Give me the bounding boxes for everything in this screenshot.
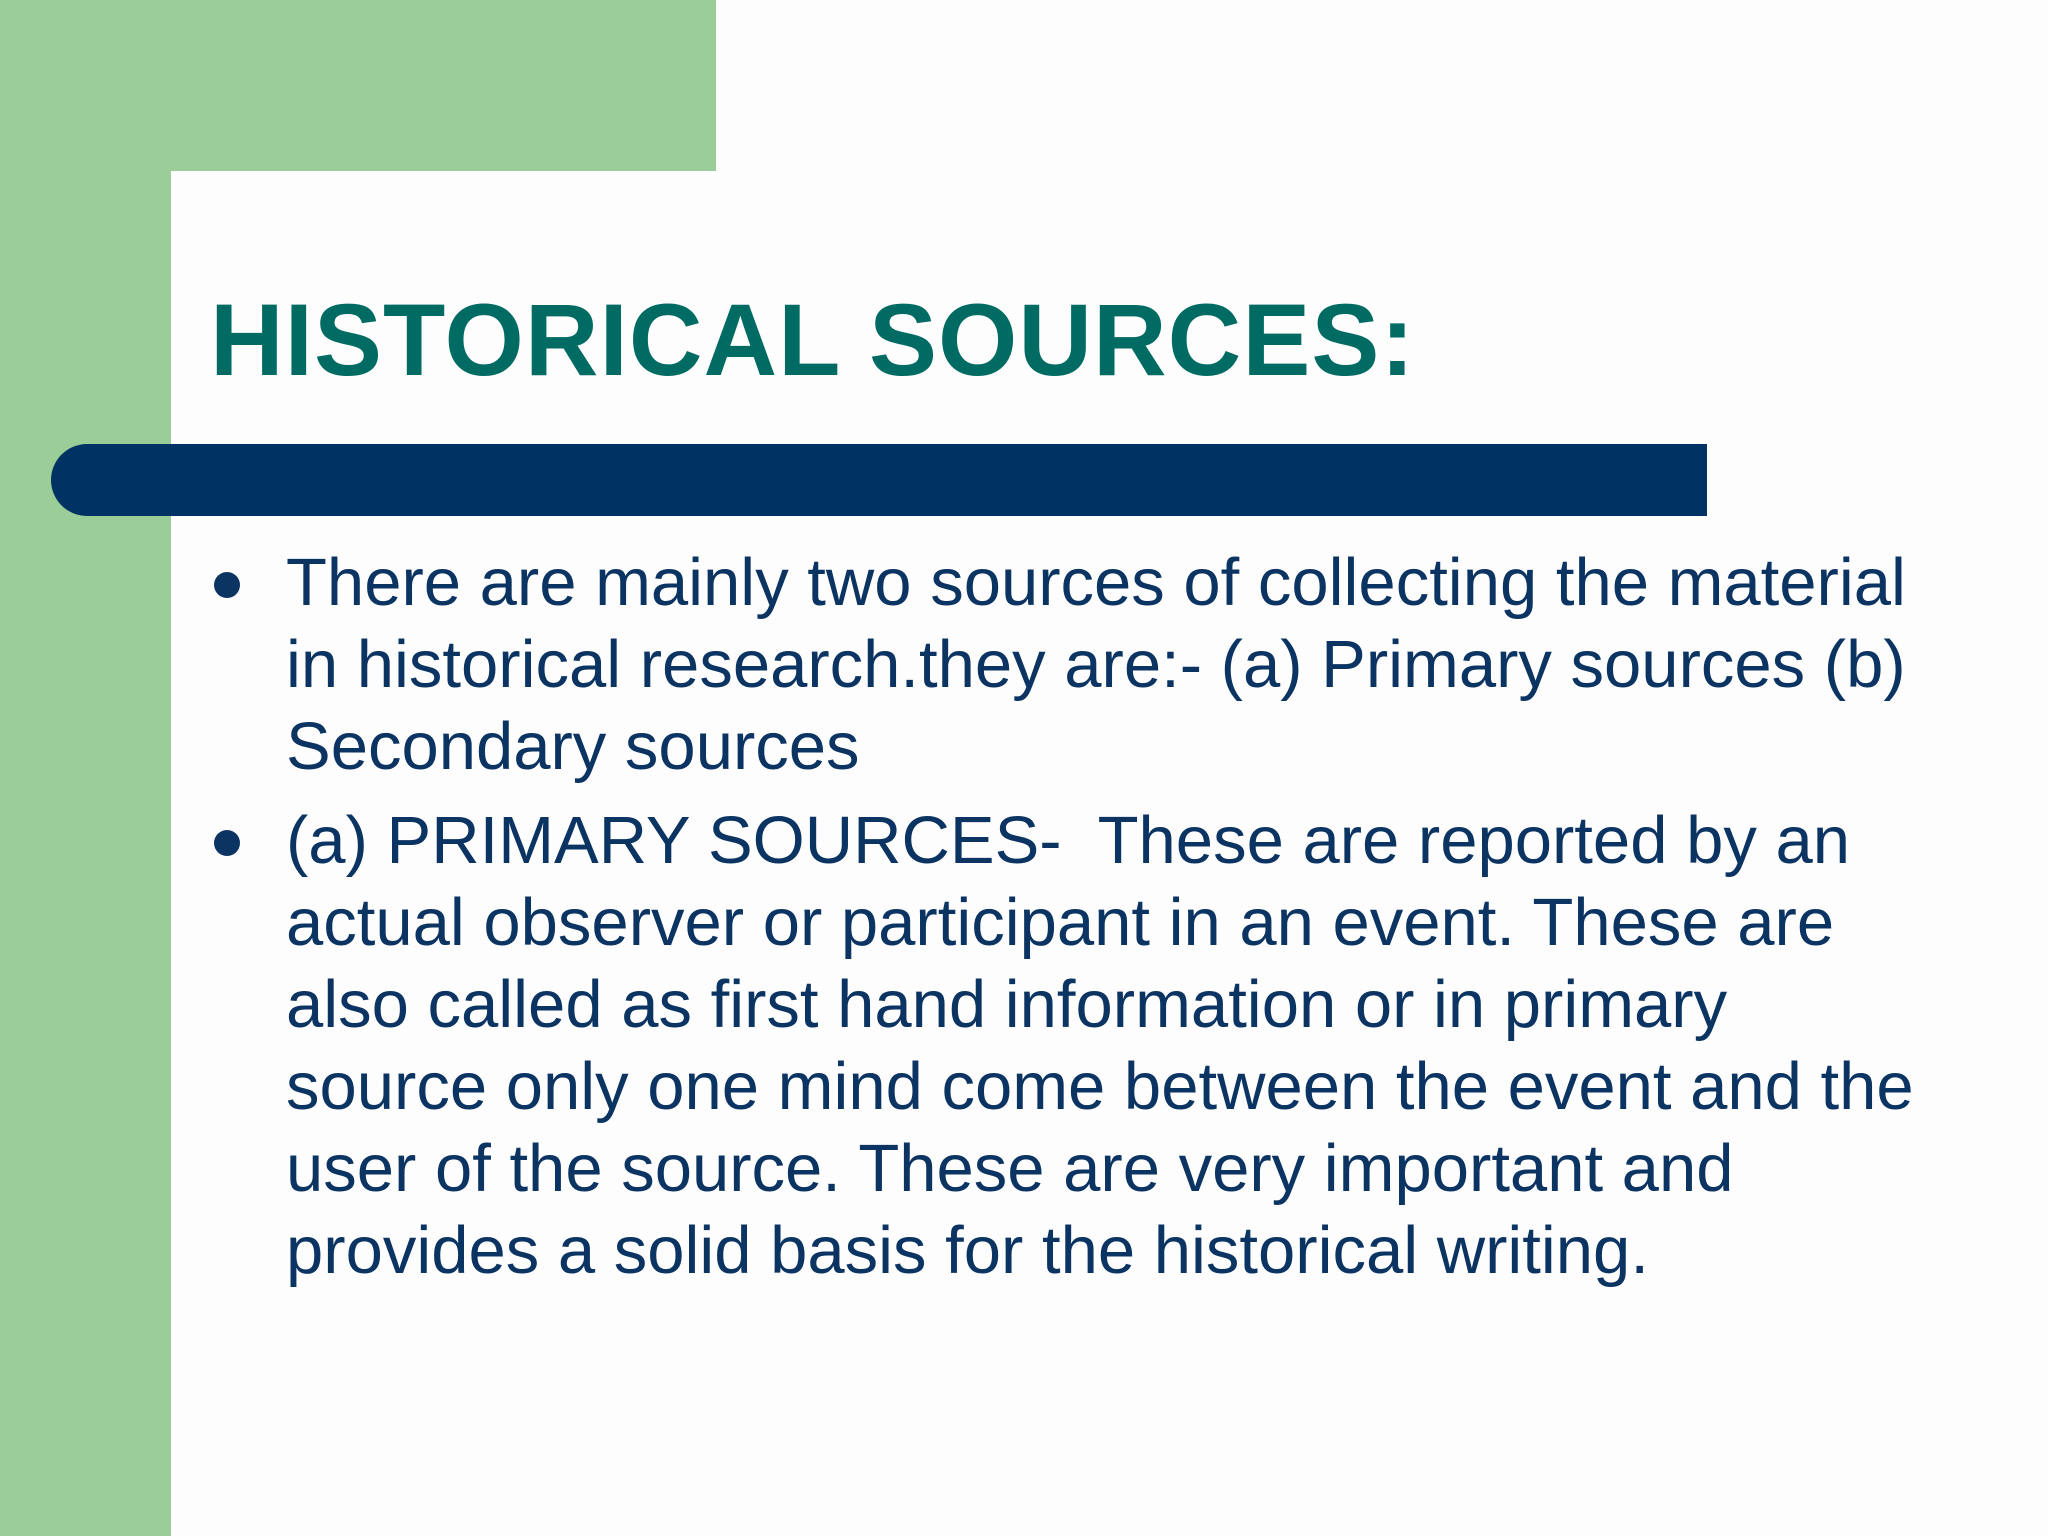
title-underline-bar xyxy=(51,444,1707,516)
bullet-dot-icon xyxy=(214,830,240,856)
bullet-item xyxy=(210,800,1933,1292)
bullet-list xyxy=(210,542,1933,1304)
bullet-text: (a) PRIMARY SOURCES- These are reported by an actual observer or participant in an event. These are also called as first hand information or in primary source only one mind come between the event and the user of the source. These are very important and provides a solid basis for the historical writing. xyxy=(286,803,1933,1288)
slide-title: HISTORICAL SOURCES: xyxy=(210,283,1416,397)
green-side-band xyxy=(0,0,171,1536)
bullet-dot-icon xyxy=(214,572,240,598)
green-top-band xyxy=(0,0,716,171)
bullet-text: There are mainly two sources of collecting the material in historical research.they are:- (a) Primary sources (b) Secondary sources xyxy=(286,545,1925,784)
bullet-item xyxy=(210,542,1930,788)
